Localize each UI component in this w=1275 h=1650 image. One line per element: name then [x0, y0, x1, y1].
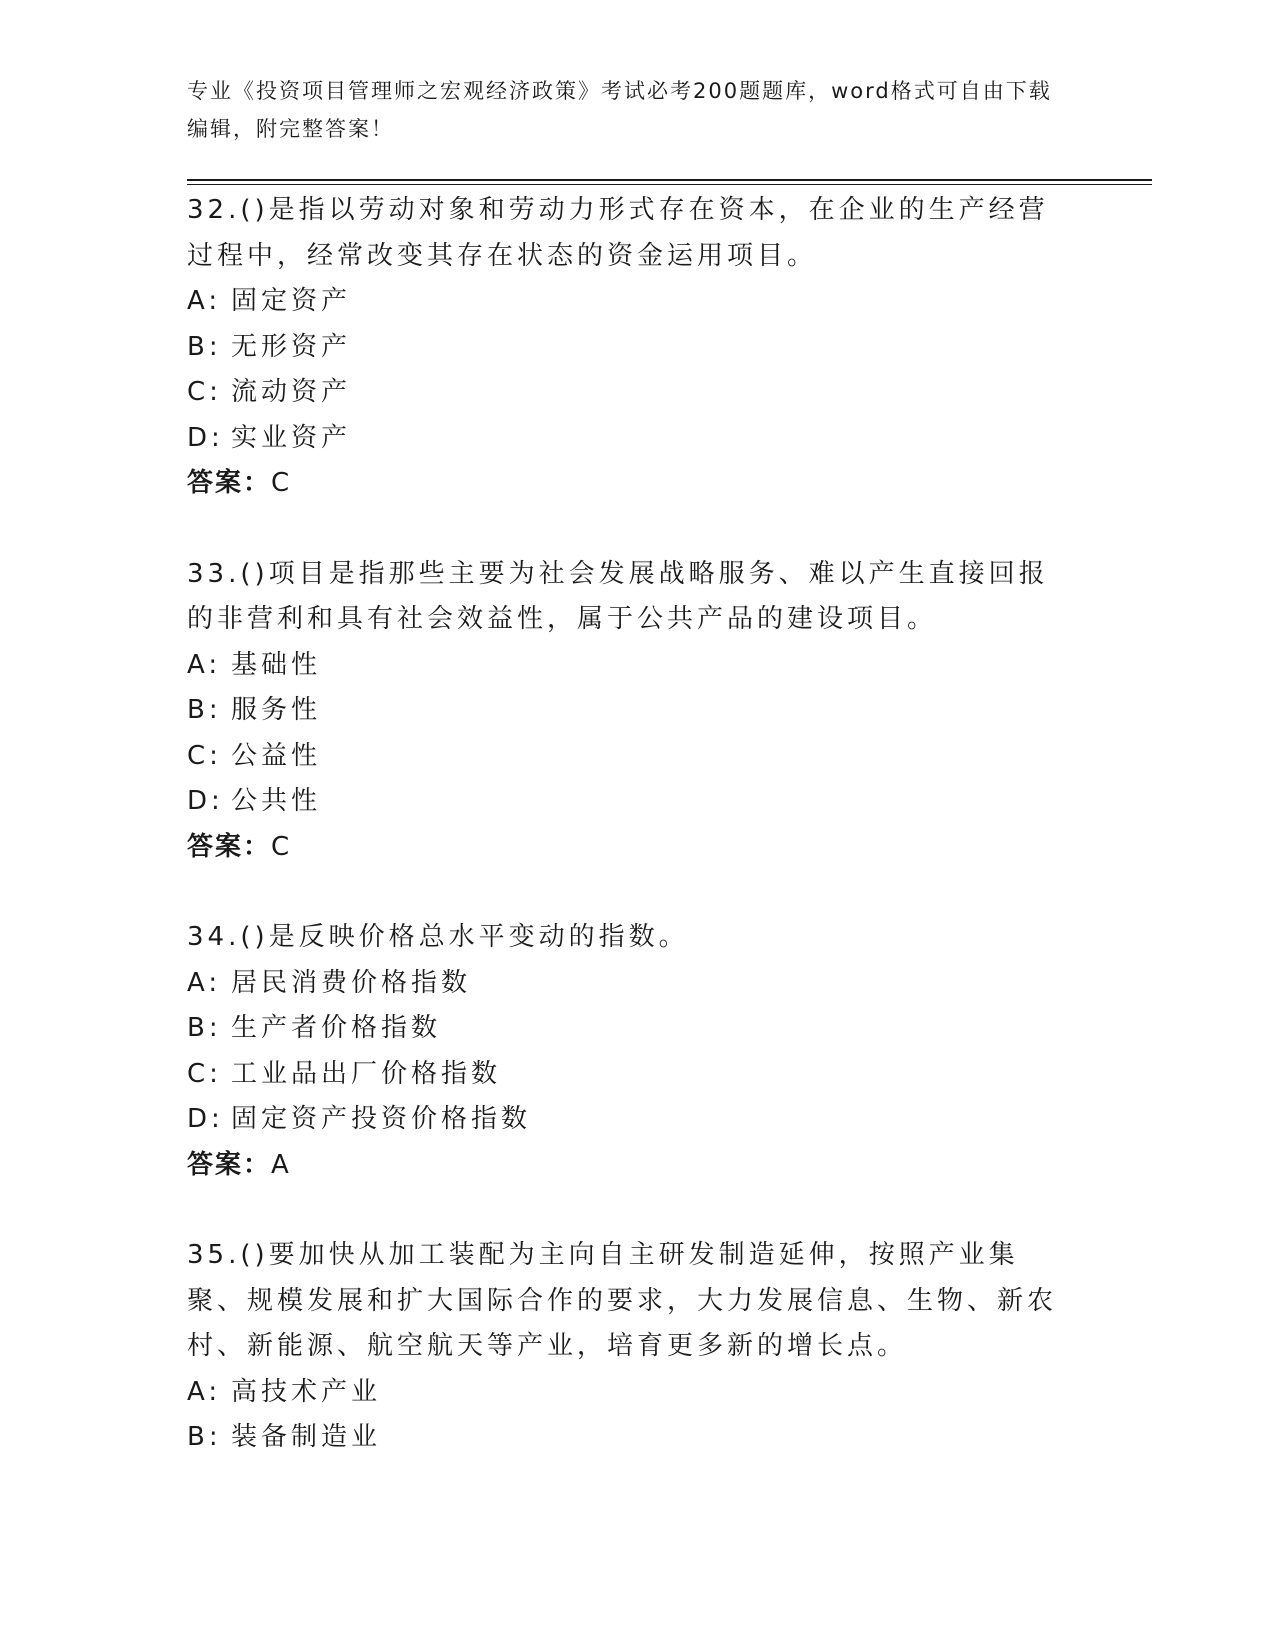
question-32	[187, 188, 1077, 507]
option-letter: B:	[187, 1422, 222, 1452]
option-text: 服务性	[231, 695, 322, 725]
option-b	[187, 325, 1077, 371]
header-divider-thick	[187, 179, 1152, 181]
question-35	[187, 1233, 1077, 1461]
option-letter: A:	[187, 649, 222, 680]
answer-value: A	[271, 1149, 291, 1180]
option-letter: C:	[187, 377, 222, 407]
question-list	[187, 188, 1077, 1506]
question-stem: 35.()要加快从加工装配为主向自主研发制造延伸，按照产业集聚、规模发展和扩大国际合作的要求，大力发展信息、生物、新农村、新能源、航空航天等产业，培育更多新的增长点。	[187, 1240, 1058, 1361]
question-stem: 32.()是指以劳动对象和劳动力形式存在资本，在企业的生产经营过程中，经常改变其存在状态的资金运用项目。	[187, 195, 1049, 271]
option-a	[187, 279, 1077, 325]
option-letter: B:	[187, 331, 222, 362]
option-c	[187, 734, 1077, 780]
option-c	[187, 1052, 1077, 1098]
answer-line	[187, 461, 1077, 507]
answer-label: 答案：	[187, 1149, 272, 1180]
question-34	[187, 915, 1077, 1188]
option-text: 高技术产业	[231, 1376, 382, 1407]
option-letter: D:	[187, 422, 224, 453]
option-text: 生产者价格指数	[231, 1013, 442, 1043]
option-text: 装备制造业	[231, 1422, 382, 1452]
option-text: 居民消费价格指数	[231, 967, 472, 998]
option-text: 固定资产	[231, 286, 352, 316]
option-a	[187, 643, 1077, 689]
option-text: 基础性	[231, 649, 322, 680]
question-stem: 33.()项目是指那些主要为社会发展战略服务、难以产生直接回报的非营利和具有社会效益性，属于公共产品的建设项目。	[187, 558, 1049, 634]
option-d	[187, 1097, 1077, 1143]
option-text: 实业资产	[231, 422, 352, 453]
option-a	[187, 1370, 1077, 1416]
option-letter: B:	[187, 695, 222, 725]
option-text: 固定资产投资价格指数	[231, 1104, 532, 1134]
answer-value: C	[271, 468, 292, 498]
answer-label: 答案：	[187, 831, 272, 862]
option-letter: C:	[187, 740, 222, 771]
option-text: 无形资产	[231, 331, 352, 362]
answer-line	[187, 825, 1077, 871]
option-letter: C:	[187, 1058, 222, 1089]
option-text: 工业品出厂价格指数	[231, 1058, 502, 1089]
answer-line	[187, 1143, 1077, 1189]
question-stem: 34.()是反映价格总水平变动的指数。	[187, 922, 689, 952]
option-letter: A:	[187, 286, 222, 316]
option-text: 流动资产	[231, 377, 352, 407]
header-divider-thin	[187, 184, 1152, 185]
option-letter: A:	[187, 967, 222, 998]
option-a	[187, 961, 1077, 1007]
answer-label: 答案：	[187, 468, 272, 498]
option-b	[187, 1006, 1077, 1052]
option-b	[187, 688, 1077, 734]
question-33	[187, 552, 1077, 871]
option-d	[187, 779, 1077, 825]
answer-value: C	[271, 831, 292, 862]
option-letter: A:	[187, 1376, 222, 1407]
option-d	[187, 416, 1077, 462]
document-header: 专业《投资项目管理师之宏观经济政策》考试必考200题题库，word格式可自由下载编辑，附完整答案！	[187, 79, 1052, 141]
option-text: 公共性	[231, 786, 322, 816]
option-letter: D:	[187, 1104, 224, 1134]
option-text: 公益性	[231, 740, 322, 771]
option-b	[187, 1415, 1077, 1461]
option-c	[187, 370, 1077, 416]
option-letter: B:	[187, 1013, 222, 1043]
option-letter: D:	[187, 786, 224, 816]
